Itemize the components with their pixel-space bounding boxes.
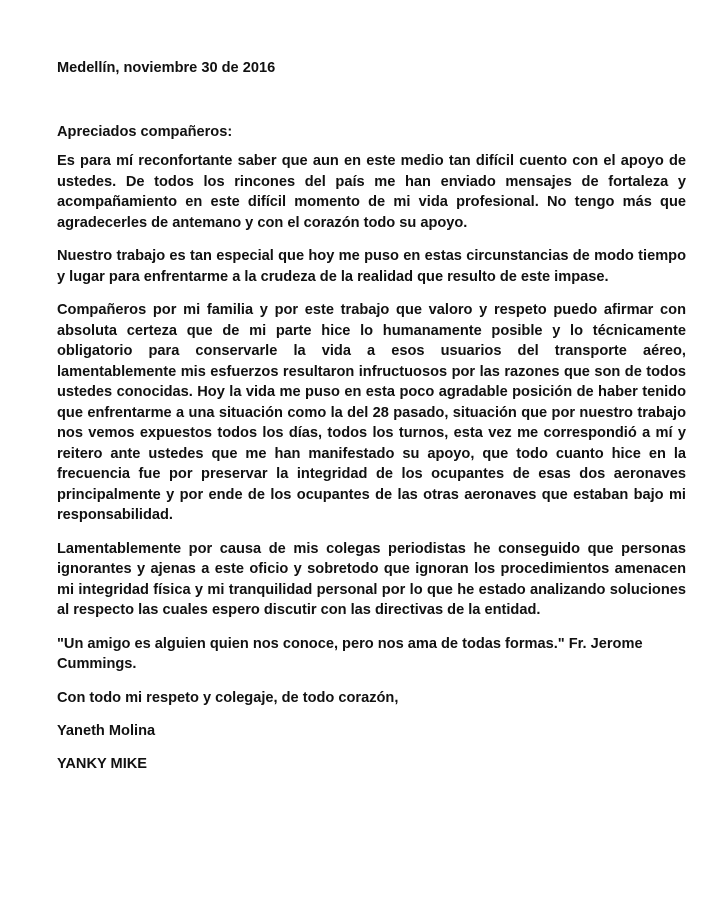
letter-body: [57, 58, 686, 787]
paragraph-3: Compañeros por mi familia y por este trabajo que valoro y respeto puedo afirmar con absoluta certeza que de mi parte hice lo humanamente posible y lo técnicamente obligatorio para conservarle la vida a esos usuarios del transporte aéreo, lamentablemente mis esfuerzos resultaron infructuosos por las razones que son de todos ustedes conocidas. Hoy la vida me puso en esta poco agradable posición de haber tenido que enfrentarme a una situación como la del 28 pasado, situación que por nuestro trabajo nos vemos expuestos todos los días, todos los turnos, esta vez me correspondió a mí y reitero ante ustedes que me han manifestado su apoyo, que todo cuanto hice en la frecuencia fue por preservar la integridad de los ocupantes de esas dos aeronaves principalmente y por ende de los ocupantes de las otras aeronaves que estaban bajo mi responsabilidad.: [57, 302, 686, 523]
salutation: Apreciados compañeros:: [57, 124, 233, 140]
signature-name: Yaneth Molina: [57, 722, 156, 739]
paragraph-1: Es para mí reconfortante saber que aun en este medio tan difícil cuento con el apoyo de ustedes. De todos los rincones del país me han enviado mensajes de fortaleza y acompañamiento en este difícil momento de mi vida profesional. No tengo más que agradecerles de antemano y con el corazón todo su apoyo.: [57, 153, 686, 231]
date-line: Medellín, noviembre 30 de 2016: [57, 60, 276, 76]
quote: "Un amigo es alguien quien nos conoce, pero nos ama de todas formas." Fr. Jerome Cummings.: [57, 635, 643, 672]
paragraph-2: Nuestro trabajo es tan especial que hoy me puso en estas circunstancias de modo tiempo y lugar para enfrentarme a la crudeza de la realidad que resulto de este impase.: [57, 248, 686, 285]
paragraph-4: Lamentablemente por causa de mis colegas periodistas he conseguido que personas ignorantes y ajenas a este oficio y sobretodo que ignoran los procedimientos amenacen mi integridad física y mi tranquilidad personal por lo que he estado analizando soluciones al respecto las cuales espero discutir con las directivas de la entidad.: [57, 540, 686, 618]
signature-alias: YANKY MIKE: [57, 755, 148, 772]
closing-line: Con todo mi respeto y colegaje, de todo corazón,: [57, 689, 399, 706]
